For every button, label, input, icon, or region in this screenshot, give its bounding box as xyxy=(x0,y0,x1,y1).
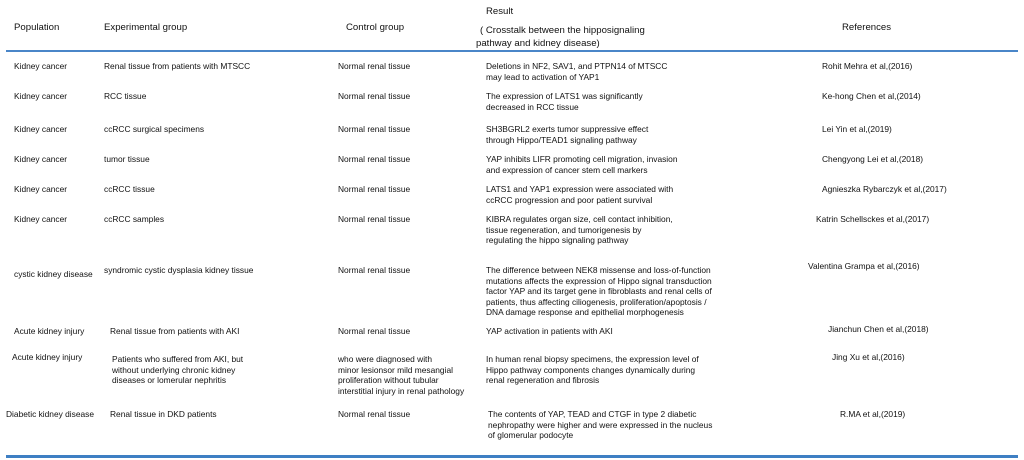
cell-control: Normal renal tissue xyxy=(338,124,411,134)
cell-experimental: ccRCC surgical specimens xyxy=(104,124,205,134)
cell-experimental: Renal tissue in DKD patients xyxy=(110,409,217,419)
cell-reference: Agnieszka Rybarczyk et al,(2017) xyxy=(822,184,947,194)
cell-experimental: Renal tissue from patients with AKI xyxy=(110,326,240,336)
cell-result: The contents of YAP, TEAD and CTGF in type 2 diabetic xyxy=(488,409,697,419)
cell-reference: Chengyong Lei et al,(2018) xyxy=(822,154,924,164)
cell-result: YAP activation in patients with AKI xyxy=(486,326,613,336)
cell-control: proliferation without tubular xyxy=(338,375,439,385)
cell-result: The difference between NEK8 missense and loss-of-function xyxy=(486,265,711,275)
cell-population: cystic kidney disease xyxy=(14,269,93,279)
cell-experimental: without underlying chronic kidney xyxy=(112,364,236,375)
cell-result: tissue regeneration, and tumorigenesis by xyxy=(486,224,642,235)
cell-result: SH3BGRL2 exerts tumor suppressive effect xyxy=(486,124,649,134)
cell-experimental: ccRCC samples xyxy=(104,214,165,224)
header-result-title: Result xyxy=(486,6,514,17)
header-control-group: Control group xyxy=(346,22,405,33)
cell-result: KIBRA regulates organ size, cell contact inhibition, xyxy=(486,214,673,224)
header-rule xyxy=(6,50,1018,52)
cell-result: and expression of cancer stem cell markers xyxy=(486,164,648,175)
cell-result: LATS1 and YAP1 expression were associated with xyxy=(486,184,674,194)
cell-experimental: Renal tissue from patients with MTSCC xyxy=(104,61,251,71)
cell-control: Normal renal tissue xyxy=(338,154,411,164)
header-result-subtitle-1: ( Crosstalk between the hipposignaling xyxy=(480,25,645,36)
cell-reference: Ke-hong Chen et al,(2014) xyxy=(822,91,921,101)
cell-result: In human renal biopsy specimens, the expression level of xyxy=(486,354,699,364)
header-result-subtitle-2: pathway and kidney disease) xyxy=(476,38,600,49)
header-references: References xyxy=(842,22,892,33)
cell-experimental: Patients who suffered from AKI, but xyxy=(112,354,244,364)
cell-control: Normal renal tissue xyxy=(338,91,411,101)
cell-control: who were diagnosed with xyxy=(338,354,433,364)
cell-population: Diabetic kidney disease xyxy=(6,409,94,419)
cell-reference: Rohit Mehra et al,(2016) xyxy=(822,61,913,71)
cell-reference: Jing Xu et al,(2016) xyxy=(832,352,905,362)
cell-result: factor YAP and its target gene in fibroblasts and renal cells of xyxy=(486,286,712,296)
cell-control: Normal renal tissue xyxy=(338,61,411,71)
cell-experimental: syndromic cystic dysplasia kidney tissue xyxy=(104,265,254,275)
cell-result: through Hippo/TEAD1 signaling pathway xyxy=(486,134,637,145)
cell-result: Hippo pathway components changes dynamically during xyxy=(486,364,696,375)
cell-result: Deletions in NF2, SAV1, and PTPN14 of MTSCC xyxy=(486,61,668,71)
cell-reference: R.MA et al,(2019) xyxy=(840,409,906,419)
cell-population: Kidney cancer xyxy=(14,154,68,164)
cell-control: Normal renal tissue xyxy=(338,409,411,419)
cell-experimental: ccRCC tissue xyxy=(104,184,155,194)
cell-result: may lead to activation of YAP1 xyxy=(486,71,600,82)
cell-population: Kidney cancer xyxy=(14,214,68,224)
cell-result: The expression of LATS1 was significantly xyxy=(486,91,643,101)
cell-result: patients, thus affecting ciliogenesis, proliferation/apoptosis / xyxy=(486,296,707,307)
cell-control: Normal renal tissue xyxy=(338,214,411,224)
cell-control: Normal renal tissue xyxy=(338,265,411,275)
header-experimental-group: Experimental group xyxy=(104,22,188,33)
cell-result: YAP inhibits LIFR promoting cell migration, invasion xyxy=(486,154,678,164)
cell-control: Normal renal tissue xyxy=(338,184,411,194)
cell-population: Kidney cancer xyxy=(14,184,68,194)
cell-result: nephropathy were higher and were expressed in the nucleus xyxy=(488,419,713,430)
cell-reference: Katrin Schellsckes et al,(2017) xyxy=(816,214,930,224)
header-population: Population xyxy=(14,22,60,33)
cell-experimental: tumor tissue xyxy=(104,154,150,164)
cell-reference: Jianchun Chen et al,(2018) xyxy=(828,324,929,334)
cell-result: of glomerular podocyte xyxy=(488,430,574,440)
cell-experimental: RCC tissue xyxy=(104,91,147,101)
cell-population: Kidney cancer xyxy=(14,124,68,134)
cell-result: ccRCC progression and poor patient survival xyxy=(486,194,653,205)
cell-control: interstitial injury in renal pathology xyxy=(338,385,465,396)
cell-population: Kidney cancer xyxy=(14,91,68,101)
cell-experimental: diseases or lomerular nephritis xyxy=(112,375,227,385)
cell-control: Normal renal tissue xyxy=(338,326,411,336)
cell-control: minor lesionsor mild mesangial xyxy=(338,364,453,375)
bottom-rule xyxy=(6,455,1018,458)
cell-result: DNA damage response and epithelial morphogenesis xyxy=(486,307,684,317)
cell-result: renal regeneration and fibrosis xyxy=(486,375,600,385)
cell-reference: Valentina Grampa et al,(2016) xyxy=(808,261,920,271)
cell-result: mutations affects the expression of Hippo signal transduction xyxy=(486,275,712,286)
cell-population: Acute kidney injury xyxy=(14,326,85,336)
cell-result: decreased in RCC tissue xyxy=(486,101,579,112)
cell-reference: Lei Yin et al,(2019) xyxy=(822,124,892,134)
cell-population: Kidney cancer xyxy=(14,61,68,71)
cell-result: regulating the hippo signaling pathway xyxy=(486,235,629,245)
cell-population: Acute kidney injury xyxy=(12,352,83,362)
